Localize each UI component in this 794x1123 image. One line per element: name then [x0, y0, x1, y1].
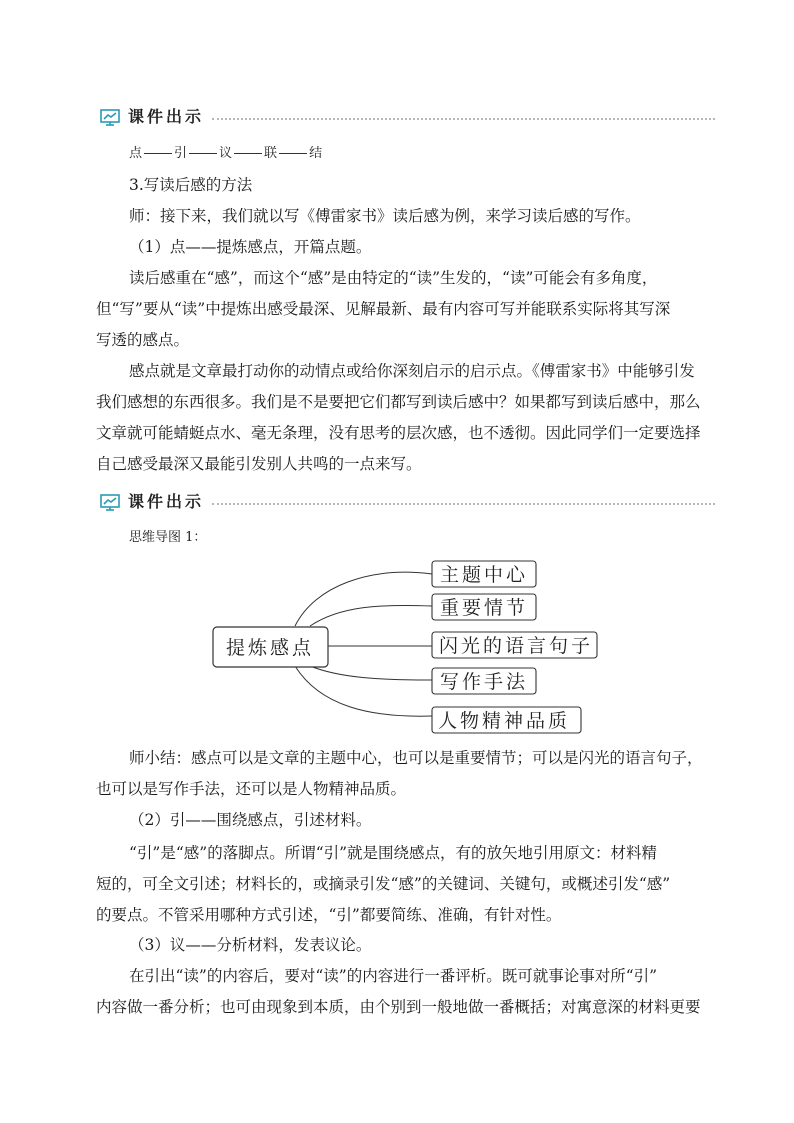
paragraph-line: 也可以是写作手法，还可以是人物精神品质。: [96, 780, 407, 798]
mindmap-branch-node: [432, 707, 581, 733]
paragraph-line: 在引出“读”的内容后，要对“读”的内容进行一番评析。既可就事论事对所“引”: [129, 967, 658, 985]
dotted-divider: [212, 503, 715, 505]
paragraph-line: 写透的感点。: [96, 331, 190, 349]
paragraph-line: “引”是“感”的落脚点。所谓“引”就是围绕感点，有的放矢地引用原文：材料精: [129, 844, 658, 862]
flow-step: 联: [264, 146, 278, 161]
flow-step: 议: [219, 146, 233, 161]
mindmap-branch-node: [432, 632, 597, 658]
section-title: 课件出示: [128, 492, 205, 511]
method-heading: 3.写读后感的方法: [129, 176, 253, 194]
paragraph-line: 但“写”要从“读”中提炼出感受最深、见解最新、最有内容可写并能联系实际将其写深: [96, 300, 671, 318]
mindmap-branch-label: 写作手法: [440, 671, 529, 693]
step-title: （2）引——围绕感点，引述材料。: [129, 811, 372, 829]
paragraph-line: 读后感重在“感”，而这个“感”是由特定的“读”生发的，“读”可能会有多角度，: [129, 269, 658, 287]
dotted-divider: [212, 118, 715, 120]
flow-dash: [234, 153, 262, 154]
teacher-intro: 师：接下来，我们就以写《傅雷家书》读后感为例，来学习读后感的写作。: [129, 207, 641, 225]
step-title: （1）点——提炼感点，开篇点题。: [129, 238, 372, 256]
section-title: 课件出示: [128, 107, 205, 126]
method-flow: [129, 145, 322, 163]
mindmap-label: 思维导图 1：: [129, 530, 207, 545]
flow-step: 引: [174, 146, 188, 161]
mindmap-branch-label: 主题中心: [440, 564, 529, 586]
mindmap-branch-node: [432, 594, 536, 620]
paragraph-line: 短的，可全文引述；材料长的，或摘录引发“感”的关键词、关键句，或概述引发“感”: [96, 875, 671, 893]
mindmap-branch-label: 闪光的语言句子: [439, 635, 594, 657]
flow-step: 点: [129, 146, 143, 161]
presentation-chart-icon: [100, 494, 120, 511]
mindmap-center-label: 提炼感点: [225, 637, 315, 659]
mindmap-branch-node: [432, 561, 536, 587]
flow-dash: [144, 153, 172, 154]
mindmap-connector: [295, 572, 432, 626]
mindmap-branch-label: 人物精神品质: [438, 710, 571, 732]
mindmap-connector: [295, 666, 432, 716]
paragraph-line: 内容做一番分析；也可由现象到本质，由个别到一般地做一番概括；对寓意深的材料更要: [96, 998, 701, 1016]
presentation-chart-icon: [100, 109, 120, 126]
mindmap-center-node: [213, 627, 328, 667]
paragraph-line: 自己感受最深又最能引发别人共鸣的一点来写。: [96, 455, 422, 473]
mindmap-branch-label: 重要情节: [440, 597, 529, 619]
flow-step: 结: [309, 146, 323, 161]
paragraph-line: 文章就可能蜻蜓点水、毫无条理，没有思考的层次感，也不透彻。因此同学们一定要选择: [96, 424, 701, 442]
step-title: （3）议——分析材料，发表议论。: [129, 936, 372, 954]
paragraph-line: 我们感想的东西很多。我们是不是要把它们都写到读后感中？如果都写到读后感中，那么: [96, 393, 701, 411]
section-header: [100, 106, 715, 128]
mindmap-connector: [310, 666, 432, 680]
section-header: [100, 491, 715, 513]
flow-dash: [279, 153, 307, 154]
paragraph-line: 师小结：感点可以是文章的主题中心，也可以是重要情节；可以是闪光的语言句子，: [129, 749, 703, 767]
mind-map: [210, 556, 602, 738]
paragraph-line: 感点就是文章最打动你的动情点或给你深刻启示的启示点。《傅雷家书》中能够引发: [129, 362, 695, 380]
flow-dash: [189, 153, 217, 154]
mindmap-connector: [310, 605, 432, 626]
mindmap-branch-node: [432, 668, 536, 694]
paragraph-line: 的要点。不管采用哪种方式引述，“引”都要简练、准确，有针对性。: [96, 906, 562, 924]
